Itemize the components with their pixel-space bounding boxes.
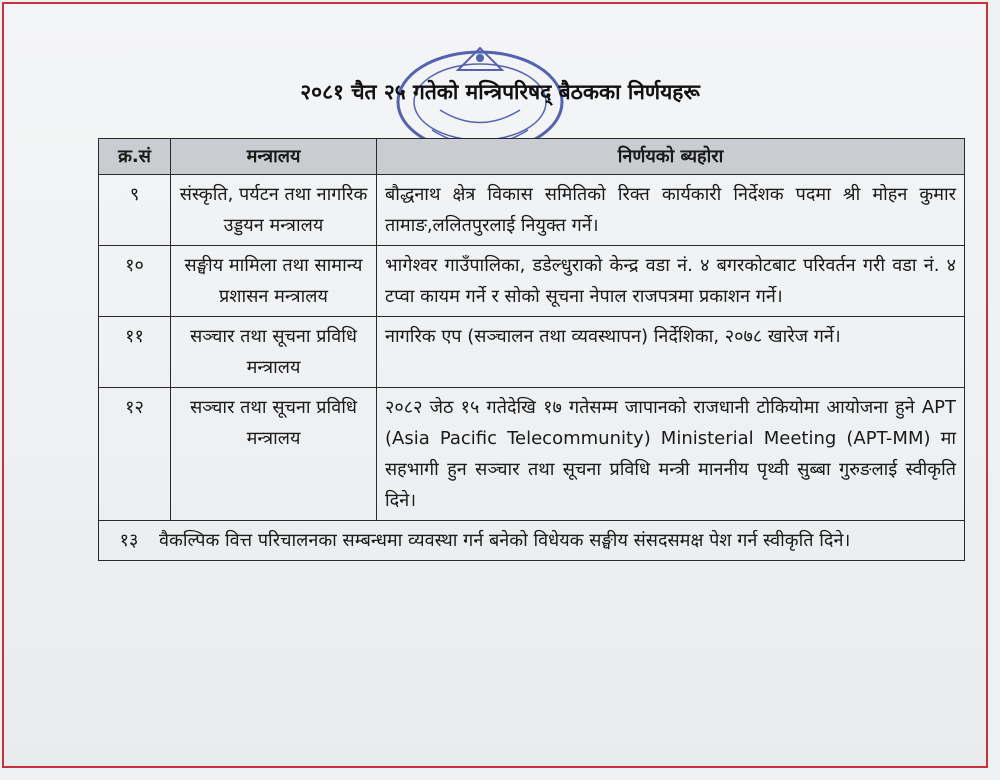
row-ministry: संस्कृति, पर्यटन तथा नागरिक उड्डयन मन्त्रालय xyxy=(171,175,377,246)
row-decision: नागरिक एप (सञ्चालन तथा व्यवस्थापन) निर्देशिका, २०७८ खारेज गर्ने। xyxy=(377,317,965,388)
row-serial: १० xyxy=(99,246,171,317)
table-row xyxy=(99,175,965,246)
header-serial: क्र.सं xyxy=(99,139,171,175)
row-serial: १२ xyxy=(99,388,171,521)
row-ministry: सङ्घीय मामिला तथा सामान्य प्रशासन मन्त्रालय xyxy=(171,246,377,317)
row-decision: २०८२ जेठ १५ गतेदेखि १७ गतेसम्म जापानको राजधानी टोकियोमा आयोजना हुने APT (Asia Pacific Telecommunity) Ministerial Meeting (APT-MM) मा सहभागी हुन सञ्चार तथा सूचना प्रविधि मन्त्री माननीय पृथ्वी सुब्बा गुरुङलाई स्वीकृति दिने। xyxy=(377,388,965,521)
table-row xyxy=(99,521,965,561)
row-ministry: सञ्चार तथा सूचना प्रविधि मन्त्रालय xyxy=(171,388,377,521)
table-row xyxy=(99,246,965,317)
table-row xyxy=(99,317,965,388)
row-serial: ११ xyxy=(99,317,171,388)
table-header-row xyxy=(99,139,965,175)
row-serial: ९ xyxy=(99,175,171,246)
row-ministry: सञ्चार तथा सूचना प्रविधि मन्त्रालय xyxy=(171,317,377,388)
page-title: २०८१ चैत २५ गतेको मन्त्रिपरिषद् बैठकका निर्णयहरू xyxy=(300,80,700,104)
row-full-width xyxy=(99,521,965,561)
row-decision: बौद्धनाथ क्षेत्र विकास समितिको रिक्त कार्यकारी निर्देशक पदमा श्री मोहन कुमार तामाङ,ललितपुरलाई नियुक्त गर्ने। xyxy=(377,175,965,246)
header-decision: निर्णयको ब्यहोरा xyxy=(377,139,965,175)
table-row xyxy=(99,388,965,521)
header-ministry: मन्त्रालय xyxy=(171,139,377,175)
row-decision: भागेश्वर गाउँपालिका, डडेल्धुराको केन्द्र वडा नं. ४ बगरकोटबाट परिवर्तन गरी वडा नं. ४ टप्वा कायम गर्ने र सोको सूचना नेपाल राजपत्रमा प्रकाशन गर्ने। xyxy=(377,246,965,317)
row-decision: वैकल्पिक वित्त परिचालनका सम्बन्धमा व्यवस्था गर्न बनेको विधेयक सङ्घीय संसदसमक्ष पेश गर्न स्वीकृति दिने। xyxy=(159,530,851,551)
row-serial: १३ xyxy=(119,530,139,551)
decisions-table xyxy=(98,138,965,561)
